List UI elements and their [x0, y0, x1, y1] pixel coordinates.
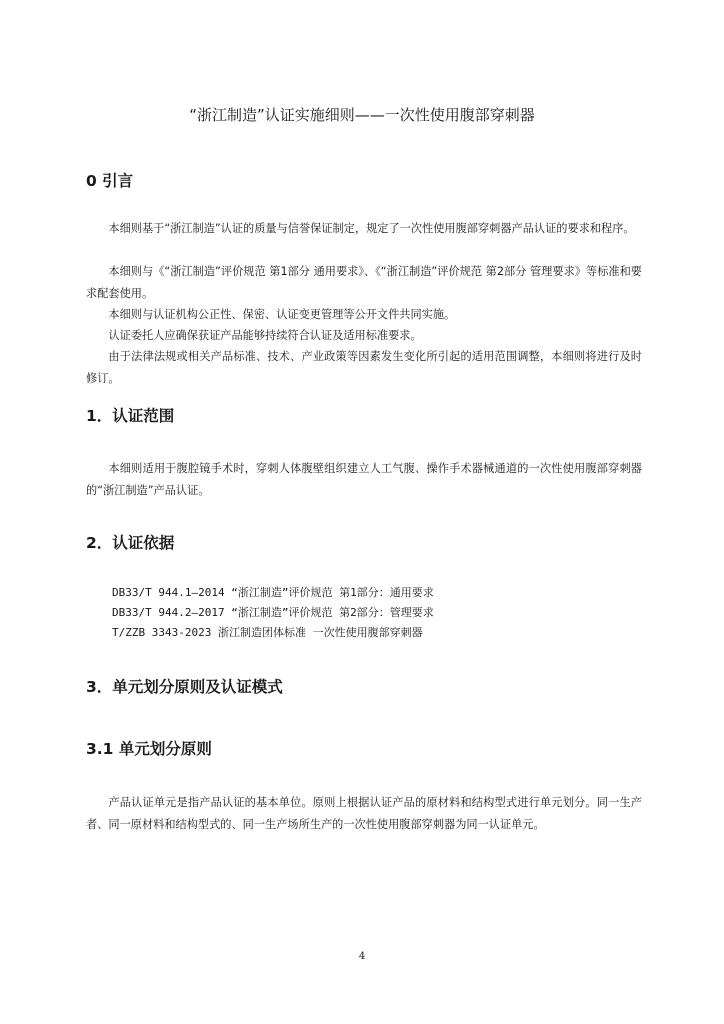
reference-standard: DB33/T 944.1—2014 “浙江制造”评价规范 第1部分：通用要求: [112, 586, 434, 599]
reference-standard: T/ZZB 3343-2023 浙江制造团体标准 一次性使用腹部穿刺器: [112, 626, 423, 639]
intro-paragraph: 本细则基于“浙江制造”认证的质量与信誉保证制定，规定了一次性使用腹部穿刺器产品认证的要求和程序。: [108, 222, 635, 235]
page-number: 4: [358, 951, 366, 962]
subsection-heading-unit-principle: 3.1 单元划分原则: [86, 740, 212, 758]
intro-paragraph: 认证委托人应确保获证产品能够持续符合认证及适用标准要求。: [108, 329, 422, 342]
intro-paragraph: 本细则与《“浙江制造”评价规范 第1部分 通用要求》、《“浙江制造”评价规范 第2部分 管理要求》等标准和要求配套使用。: [86, 265, 642, 300]
section-heading-scope: 1．认证范围: [86, 407, 175, 425]
unit-principle-paragraph: 产品认证单元是指产品认证的基本单位。原则上根据认证产品的原材料和结构型式进行单元划分。同一生产者、同一原材料和结构型式的、同一生产场所生产的一次性使用腹部穿刺器为同一认证单元。: [86, 796, 642, 831]
section-heading-units: 3．单元划分原则及认证模式: [86, 678, 283, 696]
section-heading-basis: 2．认证依据: [86, 534, 175, 552]
intro-paragraph: 由于法律法规或相关产品标准、技术、产业政策等因素发生变化所引起的适用范围调整，本细则将进行及时修订。: [86, 350, 642, 385]
reference-standard: DB33/T 944.2—2017 “浙江制造”评价规范 第2部分：管理要求: [112, 606, 434, 619]
document-title: “浙江制造”认证实施细则——一次性使用腹部穿刺器: [189, 106, 535, 124]
intro-paragraph: 本细则与认证机构公正性、保密、认证变更管理等公开文件共同实施。: [108, 308, 456, 321]
section-heading-intro: 0 引言: [86, 172, 134, 190]
scope-paragraph: 本细则适用于腹腔镜手术时，穿刺人体腹壁组织建立人工气腹、操作手术器械通道的一次性使用腹部穿刺器的“浙江制造”产品认证。: [86, 462, 642, 497]
